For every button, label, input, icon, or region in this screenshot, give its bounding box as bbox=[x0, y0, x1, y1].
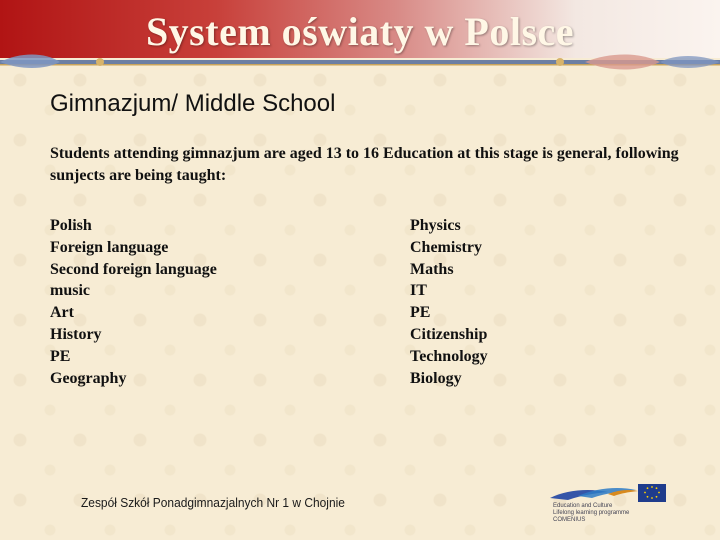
subject-item: PE bbox=[50, 347, 71, 365]
subject-item: Art bbox=[50, 304, 74, 322]
subject-item: Second foreign language bbox=[50, 260, 217, 278]
subject-item: Polish bbox=[50, 217, 92, 234]
subject-item: Foreign language bbox=[50, 238, 169, 256]
subject-item: Physics bbox=[410, 217, 461, 234]
subject-item: Geography bbox=[50, 369, 127, 387]
eu-logo-line: Education and Culture bbox=[553, 503, 613, 509]
subject-item: PE bbox=[410, 304, 431, 322]
subject-item: Technology bbox=[410, 347, 488, 365]
subject-item: Citizenship bbox=[410, 325, 488, 343]
slide-title: System oświaty w Polsce bbox=[145, 9, 575, 54]
subject-item: Maths bbox=[410, 260, 454, 278]
intro-paragraph: Students attending gimnazjum are aged 13 to 16 Education at this stage is general, following sunjects are being taught: bbox=[50, 145, 679, 184]
eu-logo-line: Lifelong learning programme bbox=[553, 510, 630, 516]
school-footer: Zespół Szkół Ponadgimnazjalnych Nr 1 w Chojnie bbox=[81, 495, 345, 510]
subjects-list-right bbox=[410, 215, 488, 389]
subjects-list-left bbox=[50, 215, 217, 389]
eu-logo-text bbox=[553, 503, 663, 524]
section-heading: Gimnazjum/ Middle School bbox=[50, 90, 336, 117]
subject-item: music bbox=[50, 282, 90, 300]
ornament-divider bbox=[0, 52, 720, 72]
subject-item: History bbox=[50, 325, 102, 343]
eu-logo-line: COMENIUS bbox=[553, 517, 586, 523]
subject-item: Chemistry bbox=[410, 238, 482, 256]
subject-item: Biology bbox=[410, 369, 462, 387]
subject-item: IT bbox=[410, 282, 427, 300]
